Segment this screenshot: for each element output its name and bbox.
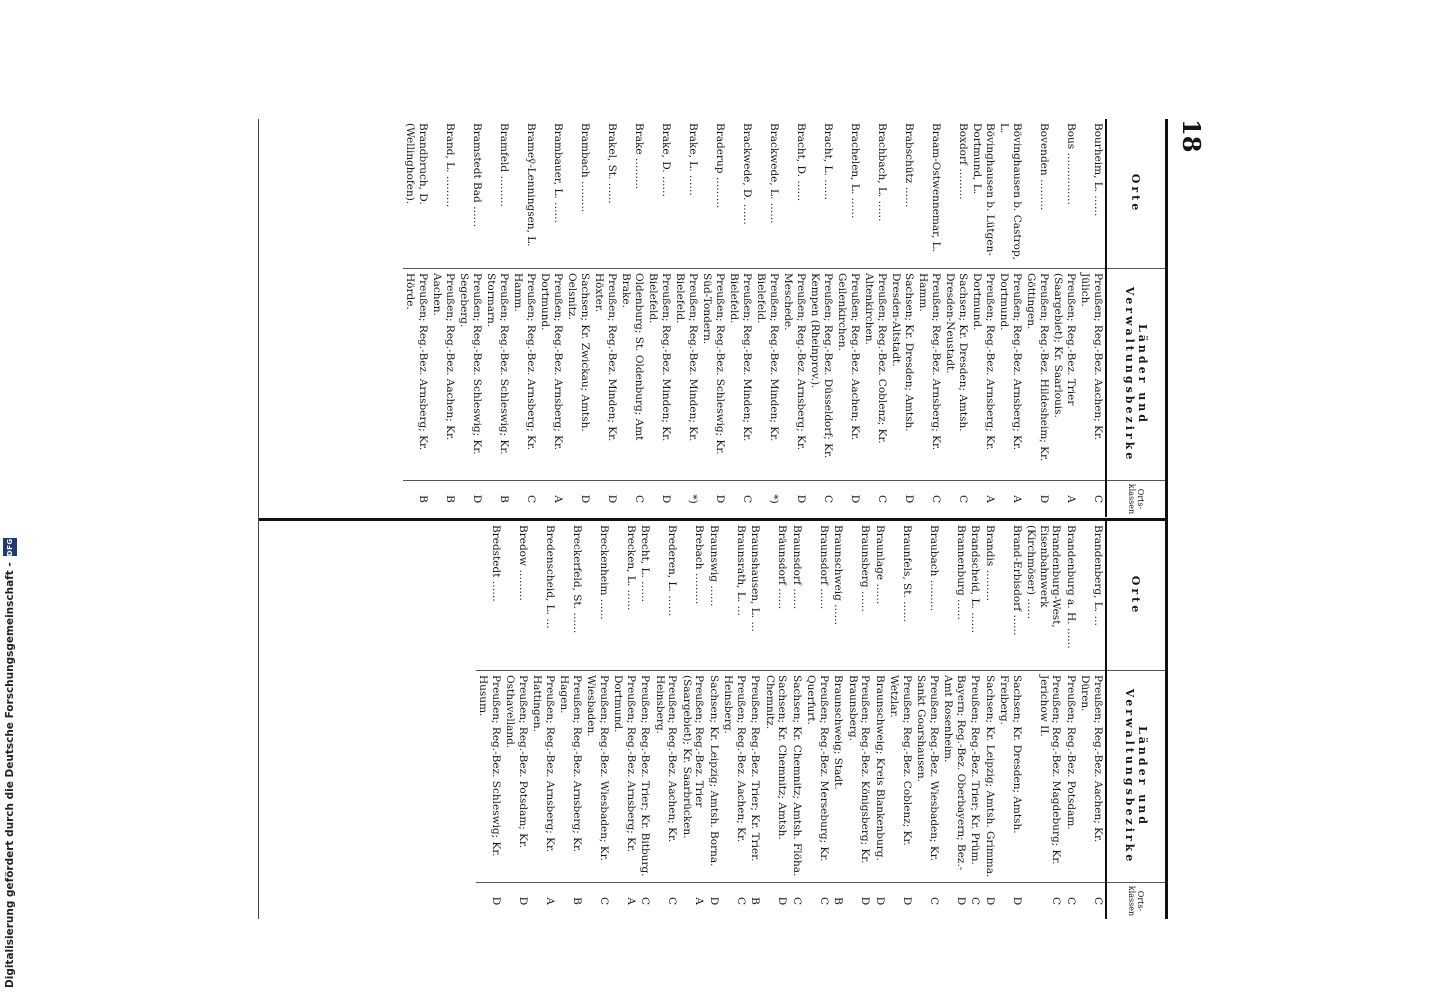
class-cell: A (1011, 495, 1023, 503)
places-table (258, 119, 1168, 919)
district-cell: Preußen; Reg.-Bez. Wiesbaden; Kr. Wiesbaden. (584, 671, 611, 883)
place-name-cell: Braubach ……… (914, 521, 941, 671)
class-cell: B (498, 495, 510, 503)
place-name-cell: Brambauer, L. …… (538, 119, 565, 269)
table-row (476, 521, 503, 919)
table-row (1078, 521, 1105, 919)
district-cell: Oldenburg; St. Oldenburg; Amt Brake. (619, 269, 646, 481)
table-row (557, 521, 584, 919)
class-cell: D (708, 896, 720, 906)
class-cell: A (552, 495, 564, 503)
place-name-cell: Brandscheid, L. …… (968, 521, 983, 671)
class-cell: C (791, 896, 803, 906)
class-cell: C (1050, 896, 1063, 906)
table-row (653, 521, 680, 919)
table-row (781, 119, 808, 517)
table-row (997, 521, 1024, 919)
place-name-cell: Bracht, D. …… (781, 119, 808, 269)
district-cell: Preußen; Reg.-Bez. Trier; Kr. Bitburg. (638, 671, 653, 883)
class-cell: D (579, 494, 591, 504)
district-cell: Preußen; Reg.-Bez. Minden; Kr. Bielefeld. (673, 269, 700, 481)
class-cell: C (639, 896, 652, 906)
table-row (846, 521, 873, 919)
table-row (565, 119, 592, 517)
district-cell: Sachsen; Kr. Dresden; Amtsh. Freiberg. (997, 671, 1024, 883)
district-cell: Preußen; Reg.-Bez. Minden; Kr. Bielefeld. (727, 269, 754, 481)
place-name-cell: Brake, D. …… (646, 119, 673, 269)
place-name-cell: Braunsrath, L. … (721, 521, 748, 671)
place-name-cell: Brachbach, L. …… (862, 119, 889, 269)
class-cell: D (776, 896, 789, 906)
credit-text: Digitalisierung gefördert durch die Deutsche Forschungsgemeinschaft - (4, 562, 16, 988)
place-name-cell: Breckerfeld, St. …… (557, 521, 584, 671)
place-name-cell: Braam-Ostwennemar, L. (916, 119, 943, 269)
class-cell: D (849, 494, 861, 504)
class-cell: B (571, 897, 583, 905)
header-orte: Orte (1107, 521, 1165, 671)
place-name-cell: Brandis ……… (983, 521, 998, 671)
class-cell: C (1092, 494, 1104, 504)
place-name-cell: Braderup ……… (700, 119, 727, 269)
district-cell: Sachsen; Kr. Dresden; Amtsh. Dresden-Neustadt. (943, 269, 970, 481)
place-name-cell: Brameÿ-Lenningsen, L. (511, 119, 538, 269)
place-name-cell: Brachelen, L. …… (835, 119, 862, 269)
table-row (887, 521, 914, 919)
table-row (983, 521, 998, 919)
place-name-cell: Brambach ……… (565, 119, 592, 269)
place-name-cell: Bredow ……… (503, 521, 530, 671)
table-row (538, 119, 565, 517)
place-name-cell: Brabschütz …… (889, 119, 916, 269)
district-cell: Preußen; Reg.-Bez. Merseburg; Kr. Querfurt. (804, 671, 831, 883)
district-cell: Preußen; Reg.-Bez. Potsdam; Kr. Osthavelland. (503, 671, 530, 883)
class-cell: A (544, 897, 556, 905)
table-row (873, 521, 888, 919)
place-name-cell: Brake ……… (619, 119, 646, 269)
place-name-cell: Brake, L. …… (673, 119, 700, 269)
district-cell: Sachsen; Kr. Leipzig; Amtsh. Borna. (707, 671, 722, 883)
table-row (611, 521, 638, 919)
district-cell: Preußen; Reg.-Bez. Aachen; Kr. Geilenkirchen. (835, 269, 862, 481)
right-table-header (1105, 521, 1165, 919)
place-name-cell: Braunfels, St. …… (887, 521, 914, 671)
place-name-cell: Bracht, L. …… (808, 119, 835, 269)
district-cell: Preußen; Reg.-Bez. Arnsberg; Kr. Dortmund. (611, 671, 638, 883)
class-cell: C (1092, 896, 1104, 906)
class-cell: A (625, 897, 637, 905)
table-row (914, 521, 941, 919)
class-cell: D (903, 494, 915, 504)
table-row (1024, 521, 1064, 919)
table-row (835, 119, 862, 517)
district-cell: Sachsen; Kr. Chemnitz; Amtsh. Chemnitz. (763, 671, 790, 883)
district-cell: Preußen; Reg.-Bez. Minden; Kr. Bielefeld. (754, 269, 781, 481)
class-cell: D (1011, 896, 1023, 906)
table-row (804, 521, 831, 919)
place-name-cell: Bramstedt Bad …… (457, 119, 484, 269)
district-cell: Preußen; Reg.-Bez. Trier; Kr. Trier. (748, 671, 763, 883)
district-cell: Preußen; Reg.-Bez. Schleswig; Kr. Husum. (476, 671, 503, 883)
place-name-cell: Bövinghausen b. Lütgen-Dortmund, L. (970, 119, 997, 269)
class-cell: C (633, 494, 645, 504)
class-cell: C (969, 896, 982, 906)
class-cell: C (525, 494, 537, 504)
place-name-cell: Bous …………… (1051, 119, 1078, 269)
class-cell: C (876, 494, 888, 504)
header-orte: Orte (1107, 119, 1165, 269)
place-name-cell: Brand-Erbisdorf …… (997, 521, 1024, 671)
digitization-credit (0, 538, 20, 988)
district-cell: Preußen; Reg.-Bez. Arnsberg; Kr. Hagen. (557, 671, 584, 883)
district-cell: Preußen; Reg.-Bez. Aachen; Kr. Heinsberg. (721, 671, 748, 883)
table-row (748, 521, 763, 919)
header-laender: Länder und Verwaltungsbezirke (1107, 269, 1165, 481)
place-name-cell: Bramfeld ……… (484, 119, 511, 269)
table-row (997, 119, 1024, 517)
left-table-half (259, 119, 1165, 517)
district-cell: Preußen; Reg.-Bez. Arnsberg; Kr. Hörde. (403, 269, 430, 481)
district-cell: Preußen; Reg.-Bez. Potsdam. (1064, 671, 1079, 883)
district-cell: Preußen; Reg.-Bez. Schleswig; Kr. Segeberg. (457, 269, 484, 481)
place-name-cell: Brand, L. ……… (430, 119, 457, 269)
table-row (700, 119, 727, 517)
district-cell: Braunschweig; Kreis Blankenburg. (873, 671, 888, 883)
place-name-cell: Brandenberg, L. … (1078, 521, 1105, 671)
table-row (754, 119, 781, 517)
table-row (646, 119, 673, 517)
place-name-cell: Braunswig …… (707, 521, 722, 671)
table-row (1024, 119, 1051, 517)
district-cell: Preußen; Reg.-Bez. Arnsberg; Kr. Hamm. (511, 269, 538, 481)
table-row (673, 119, 700, 517)
place-name-cell: Brederen, L. …… (653, 521, 680, 671)
class-cell: C (666, 896, 679, 906)
left-table-header (1105, 119, 1165, 517)
page-number: 18 (1177, 119, 1206, 153)
table-row (763, 521, 790, 919)
table-row (970, 119, 997, 517)
district-cell: Preußen; Reg.-Bez. Düsseldorf; Kr. Kempen (Rheinprov.). (808, 269, 835, 481)
district-cell: Preußen; Reg.-Bez. Wiesbaden; Kr. Sankt Goarshausen. (914, 671, 941, 883)
place-name-cell: Brandenburg a. H. …… (1064, 521, 1079, 671)
table-row (503, 521, 530, 919)
district-cell: Braunschweig; Stadt. (831, 671, 846, 883)
district-cell: Sachsen; Kr. Chemnitz; Amtsh. Flöha. (790, 671, 805, 883)
district-cell: Preußen; Reg.-Bez. Schleswig; Kr. Stormarn. (484, 269, 511, 481)
place-name-cell: Bovenden ……… (1024, 119, 1051, 269)
table-row (1051, 119, 1078, 517)
table-row (457, 119, 484, 517)
district-cell: Sachsen; Kr. Dresden; Amtsh. Dresden-Altstadt. (889, 269, 916, 481)
place-name-cell: Brebach ……… (680, 521, 707, 671)
rotated-content (246, 119, 1206, 919)
place-name-cell: Brackwede, L. …… (754, 119, 781, 269)
class-cell: C (822, 494, 834, 504)
place-name-cell: Braunsberg …… (846, 521, 873, 671)
class-cell: D (955, 896, 967, 906)
place-name-cell: Brackwede, D. …… (727, 119, 754, 269)
place-name-cell: Bourheim, L. …… (1078, 119, 1105, 269)
class-cell: D (490, 896, 502, 906)
table-row (530, 521, 557, 919)
table-row (1078, 119, 1105, 517)
district-cell: Preußen; Reg.-Bez. Coblenz; Kr. Wetzlar. (887, 671, 914, 883)
district-cell: Sachsen; Kr. Zwickau; Amtsh. Oelsnitz. (565, 269, 592, 481)
place-name-cell: Braunlage …… (873, 521, 888, 671)
class-cell: C (598, 896, 610, 906)
header-ortsklassen: Orts-klassen (1127, 483, 1145, 515)
table-row (721, 521, 748, 919)
district-cell: Preußen; Reg.-Bez. Hildesheim; Kr. Göttingen. (1024, 269, 1051, 481)
place-name-cell: Bövinghausen b. Castrop, L. (997, 119, 1024, 269)
district-cell: Preußen; Reg.-Bez. Arnsberg; Kr. Dortmund. (970, 269, 997, 481)
place-name-cell: Brandenburg-West, Eisenbahnwerk (Kirchmöser) …… (1024, 521, 1064, 671)
table-row (638, 521, 653, 919)
table-row (831, 521, 846, 919)
table-row (941, 521, 968, 919)
class-cell: B (749, 897, 762, 905)
table-row (727, 119, 754, 517)
class-cell: D (517, 896, 529, 906)
table-row (889, 119, 916, 517)
dfg-logo: DFG (3, 538, 17, 556)
class-cell: D (660, 494, 672, 504)
district-cell: Preußen; Reg.-Bez. Aachen; Kr. Düren. (1078, 671, 1105, 883)
place-name-cell: Braunshausen, L. … (748, 521, 763, 671)
class-cell: D (859, 896, 872, 906)
table-row (680, 521, 707, 919)
district-cell: Preußen; Reg.-Bez. Aachen; Kr. Aachen. (430, 269, 457, 481)
table-row (943, 119, 970, 517)
table-row (968, 521, 983, 919)
class-cell: C (930, 494, 942, 504)
district-cell: Preußen; Reg.-Bez. Arnsberg; Kr. Dortmund. (997, 269, 1024, 481)
place-name-cell: Brecht, L. …… (638, 521, 653, 671)
class-cell: C (735, 896, 747, 906)
place-name-cell: Brecken, L. …… (611, 521, 638, 671)
class-cell: D (606, 494, 618, 504)
place-name-cell: Braunschweig …… (831, 521, 846, 671)
table-row (584, 521, 611, 919)
class-cell: D (984, 896, 996, 906)
place-name-cell: Brannenburg …… (941, 521, 968, 671)
header-ortsklassen: Orts-klassen (1127, 885, 1145, 917)
place-name-cell: Bräunsdorf …… (763, 521, 790, 671)
table-row (430, 119, 457, 517)
class-cell: B (444, 495, 456, 503)
right-table-body (476, 521, 1105, 919)
place-name-cell: Bredstedt …… (476, 521, 503, 671)
district-cell: Preußen; Reg.-Bez. Arnsberg; Kr. Meschede. (781, 269, 808, 481)
district-cell: Preußen; Reg.-Bez. Königsberg; Kr. Braunsberg. (846, 671, 873, 883)
class-cell: C (957, 494, 969, 504)
district-cell: Preußen; Reg.-Bez. Trier (Saargebiet); Kr. Saarlouis. (1051, 269, 1078, 481)
class-cell: D (1038, 494, 1050, 504)
class-cell: A (984, 495, 996, 503)
left-table-body (403, 119, 1105, 517)
district-cell: Preußen; Reg.-Bez. Schleswig; Kr. Süd-Tondern. (700, 269, 727, 481)
class-cell: B (417, 495, 429, 503)
printed-table-page (234, 104, 1218, 934)
right-table-half (259, 521, 1165, 919)
table-row (592, 119, 619, 517)
header-laender: Länder und Verwaltungsbezirke (1107, 671, 1165, 883)
class-cell: C (741, 494, 753, 504)
district-cell: Preußen; Reg.-Bez. Coblenz; Kr. Altenkirchen. (862, 269, 889, 481)
district-cell: Preußen; Reg.-Bez. Arnsberg; Kr. Hattingen. (530, 671, 557, 883)
table-row (619, 119, 646, 517)
place-name-cell: Breckenheim …… (584, 521, 611, 671)
table-row (916, 119, 943, 517)
district-cell: Preußen; Reg.-Bez. Arnsberg; Kr. Hamm. (916, 269, 943, 481)
class-cell: B (832, 897, 845, 905)
table-row (707, 521, 722, 919)
class-cell: A (1065, 495, 1077, 503)
class-cell: D (714, 494, 726, 504)
table-row (790, 521, 805, 919)
place-name-cell: Boxdorf ……… (943, 119, 970, 269)
district-cell: Preußen; Reg.-Bez. Trier; Kr. Prüm. (968, 671, 983, 883)
place-name-cell: Brandbruch, D. (Wellinghofen). (403, 119, 430, 269)
class-cell: C (1065, 896, 1077, 906)
class-cell: D (471, 494, 483, 504)
table-row (511, 119, 538, 517)
class-cell: D (795, 494, 807, 504)
place-name-cell: Bredenscheid, L. … (530, 521, 557, 671)
table-row (484, 119, 511, 517)
district-cell: Bayern; Reg.-Bez. Oberbayern; Bez.-Amt Rosenheim. (941, 671, 968, 883)
district-cell: Preußen; Reg.-Bez. Trier (Saargebiet); Kr. Saarbrücken. (680, 671, 707, 883)
table-row (403, 119, 430, 517)
district-cell: Preußen; Reg.-Bez. Magdeburg; Kr. Jerichow II. (1024, 671, 1064, 883)
place-name-cell: Brakel, St. …… (592, 119, 619, 269)
district-cell: Preußen; Reg.-Bez. Minden; Kr. Bielefeld. (646, 269, 673, 481)
table-row (862, 119, 889, 517)
place-name-cell: Braunsdorf …… (790, 521, 805, 671)
table-row (808, 119, 835, 517)
place-name-cell: Braunsdorf …… (804, 521, 831, 671)
class-cell: *) (768, 494, 780, 504)
class-cell: *) (687, 494, 699, 504)
district-cell: Sachsen; Kr. Leipzig; Amtsh. Grimma. (983, 671, 998, 883)
class-cell: A (693, 897, 706, 905)
class-cell: D (874, 896, 886, 906)
class-cell: D (901, 896, 913, 906)
district-cell: Preußen; Reg.-Bez. Arnsberg; Kr. Dortmund. (538, 269, 565, 481)
class-cell: C (818, 896, 830, 906)
table-row (1064, 521, 1079, 919)
class-cell: C (928, 896, 940, 906)
district-cell: Preußen; Reg.-Bez. Aachen; Kr. Jülich. (1078, 269, 1105, 481)
district-cell: Preußen; Reg.-Bez. Minden; Kr. Höxter. (592, 269, 619, 481)
district-cell: Preußen; Reg.-Bez. Aachen; Kr. Heinsberg. (653, 671, 680, 883)
